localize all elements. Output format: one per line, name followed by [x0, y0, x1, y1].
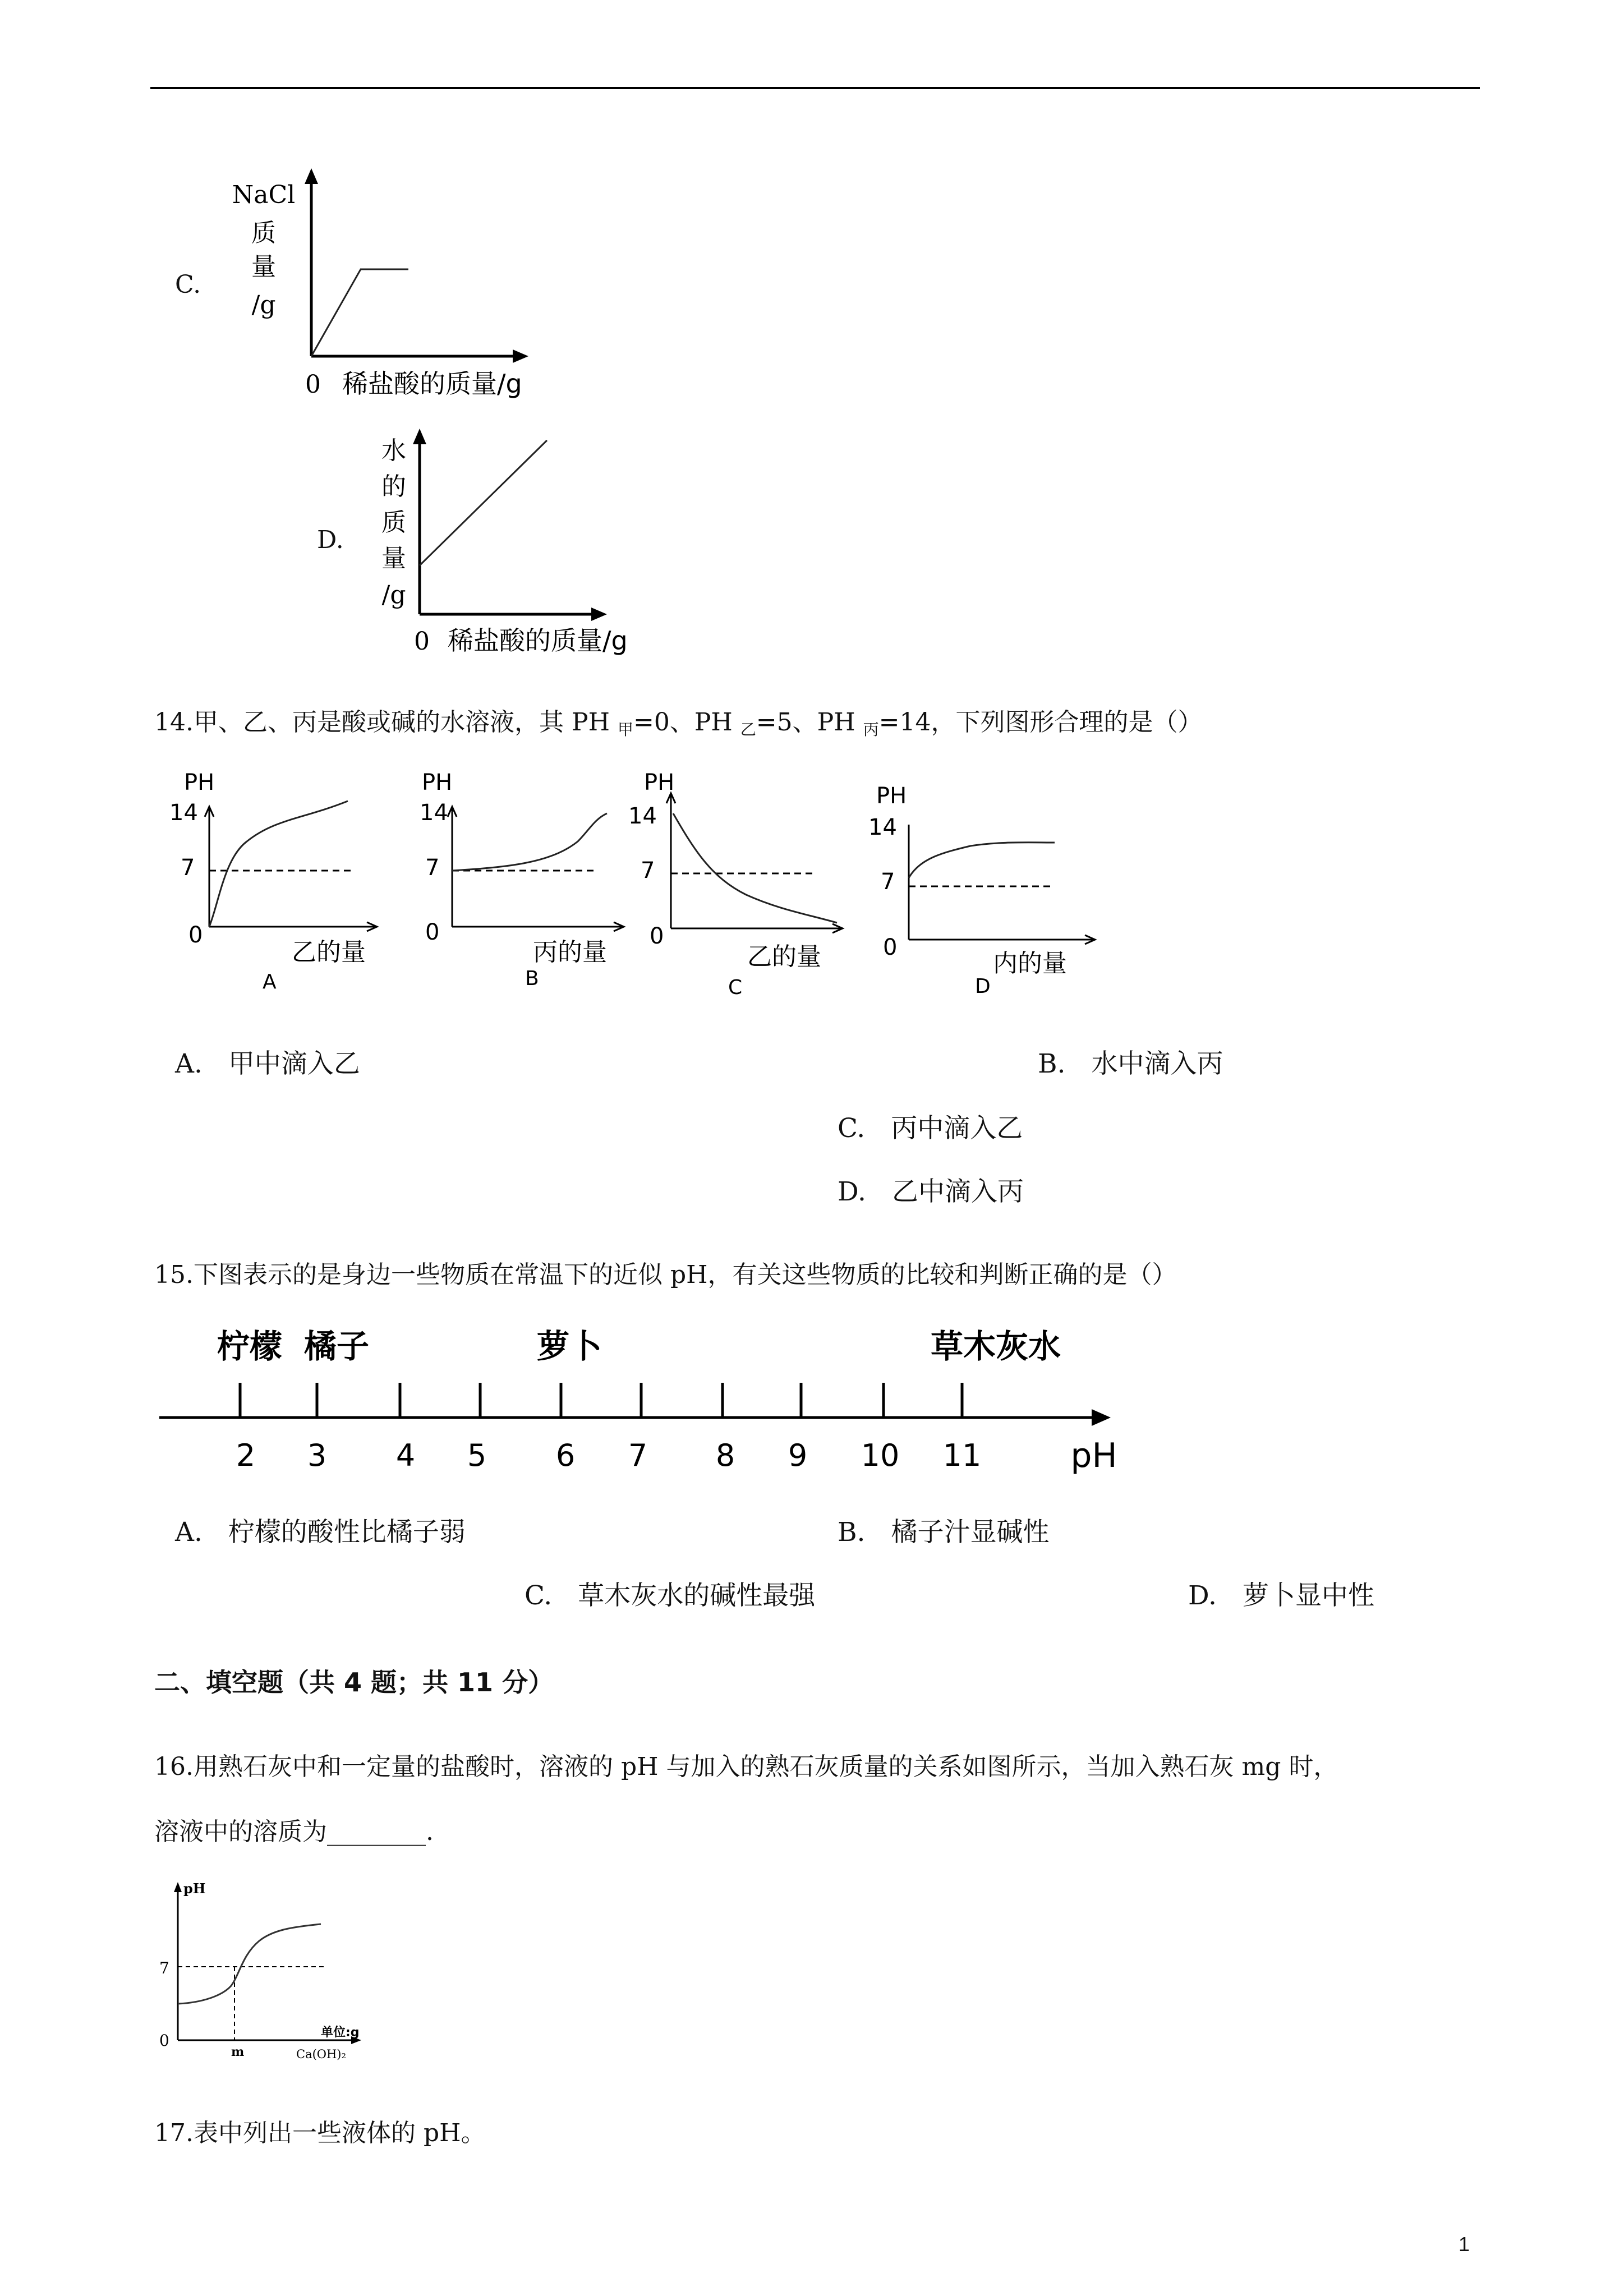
- graph-d-ylabel-4: 量: [381, 544, 406, 573]
- scale-tick-9: 9: [788, 1438, 808, 1473]
- fig-a-letter: A: [263, 970, 277, 993]
- q15-option-d-text: 萝卜显中性: [1242, 1580, 1374, 1611]
- q16-tick-7: 7: [159, 1959, 169, 1977]
- q15-option-b-letter: B.: [838, 1517, 866, 1548]
- scale-tick-7: 7: [628, 1438, 648, 1473]
- graph-c-ylabel-1: NaCl: [232, 181, 296, 209]
- graph-d-origin: 0: [414, 627, 430, 656]
- q13-graph-d: [359, 421, 673, 668]
- graph-c-ylabel-2: 质: [251, 219, 276, 247]
- q14-option-a-text: 甲中滴入乙: [228, 1048, 360, 1079]
- graph-c-ylabel-3: 量: [251, 252, 276, 281]
- fig-b-ph: PH: [422, 770, 453, 795]
- fig-a-7: 7: [181, 855, 195, 881]
- q14-figure-a: [157, 763, 404, 1010]
- q14-option-b-letter: B.: [1038, 1048, 1066, 1079]
- scale-label-orange: 橘子: [303, 1327, 370, 1365]
- fig-b-0: 0: [425, 919, 440, 945]
- fig-c-ph: PH: [644, 770, 675, 795]
- fig-d-letter: D: [975, 975, 991, 998]
- scale-tick-3: 3: [307, 1438, 327, 1473]
- q14-option-d-text: 乙中滴入丙: [891, 1176, 1024, 1207]
- fig-d-14: 14: [868, 815, 897, 840]
- q16-unit: 单位:g: [321, 2026, 360, 2040]
- fig-b-14: 14: [420, 800, 448, 826]
- scale-tick-11: 11: [942, 1438, 982, 1473]
- q16-xlabel: Ca(OH)₂: [296, 2047, 346, 2061]
- q16-tick-0: 0: [159, 2031, 169, 2050]
- option-d-letter: D.: [317, 526, 344, 554]
- scale-tick-10: 10: [861, 1438, 900, 1473]
- graph-c-origin: 0: [305, 370, 321, 399]
- header-rule: [150, 87, 1480, 89]
- fig-c-0: 0: [650, 923, 664, 949]
- q16-figure: [153, 1876, 422, 2078]
- fig-b-letter: B: [525, 967, 539, 990]
- q15-stem: 15.下图表示的是身边一些物质在常温下的近似 pH，有关这些物质的比较和判断正确的是（）: [154, 1260, 1177, 1289]
- fig-a-14: 14: [169, 800, 198, 826]
- q15-option-c[interactable]: [525, 1579, 815, 1613]
- q16-tick-m: m: [231, 2045, 245, 2059]
- q14-option-d[interactable]: [838, 1175, 1024, 1209]
- fig-c-xlabel: 乙的量: [747, 942, 821, 971]
- fig-d-ph: PH: [876, 783, 907, 809]
- scale-label-radish: 萝卜: [536, 1327, 602, 1365]
- scale-label-ash-water: 草木灰水: [930, 1327, 1061, 1365]
- option-c-letter: C.: [175, 270, 201, 299]
- q14-option-a[interactable]: [175, 1047, 360, 1081]
- q15-option-d-letter: D.: [1188, 1580, 1217, 1611]
- q14-option-c[interactable]: [838, 1112, 1023, 1145]
- graph-d-ylabel-3: 质: [381, 508, 406, 537]
- fig-d-0: 0: [883, 935, 898, 960]
- q15-ph-scale: [157, 1318, 1133, 1481]
- page-number: 1: [1459, 2233, 1470, 2256]
- fig-c-letter: C: [728, 976, 743, 999]
- fig-c-7: 7: [641, 858, 655, 884]
- scale-label-lemon: 柠檬: [217, 1327, 283, 1365]
- q15-option-a[interactable]: [175, 1516, 466, 1549]
- q14-figure-b: [410, 763, 651, 1010]
- scale-axis-label: pH: [1070, 1436, 1117, 1475]
- q15-option-c-letter: C.: [525, 1580, 553, 1611]
- graph-d-ylabel-1: 水: [381, 436, 406, 465]
- fig-a-ph: PH: [184, 770, 215, 795]
- graph-d-ylabel-5: /g: [381, 581, 406, 609]
- q14-option-b[interactable]: [1038, 1047, 1223, 1081]
- scale-tick-8: 8: [715, 1438, 735, 1473]
- q15-option-b[interactable]: [838, 1516, 1049, 1549]
- fig-a-xlabel: 乙的量: [292, 938, 366, 967]
- q16-line-1: 16.用熟石灰中和一定量的盐酸时，溶液的 pH 与加入的熟石灰质量的关系如图所示，当加入熟石灰 mg 时，: [154, 1752, 1338, 1781]
- q14-option-b-text: 水中滴入丙: [1091, 1048, 1223, 1079]
- q15-option-c-text: 草木灰水的碱性最强: [578, 1580, 816, 1611]
- q17-stem: 17.表中列出一些液体的 pH。: [154, 2119, 486, 2147]
- q13-graph-c: [224, 163, 572, 409]
- fig-d-7: 7: [881, 869, 895, 895]
- graph-c-ylabel-4: /g: [251, 291, 276, 319]
- q14-figure-d: [858, 774, 1116, 1010]
- q14-option-d-letter: D.: [838, 1176, 866, 1207]
- q14-option-a-letter: A.: [175, 1048, 203, 1079]
- graph-d-ylabel-2: 的: [381, 472, 406, 501]
- q16-line-2: 溶液中的溶质为________.: [154, 1818, 434, 1846]
- q15-option-a-text: 柠檬的酸性比橘子弱: [228, 1517, 466, 1548]
- graph-d-xlabel: 稀盐酸的质量/g: [448, 625, 628, 656]
- scale-tick-6: 6: [555, 1438, 576, 1473]
- fig-a-0: 0: [188, 922, 203, 948]
- q14-option-c-text: 丙中滴入乙: [891, 1113, 1023, 1144]
- scale-tick-4: 4: [395, 1438, 416, 1473]
- fig-c-14: 14: [628, 803, 657, 829]
- q14-figure-c: [617, 763, 864, 1010]
- graph-c-xlabel: 稀盐酸的质量/g: [342, 369, 522, 399]
- scale-tick-5: 5: [467, 1438, 487, 1473]
- q14-stem: 14.甲、乙、丙是酸或碱的水溶液，其 PH $_甲$=0、PH $_乙$=5、PH $_丙$=14，下列图形合理的是（）: [154, 708, 1203, 739]
- fig-b-xlabel: 丙的量: [533, 938, 607, 967]
- scale-tick-2: 2: [236, 1438, 256, 1473]
- q15-option-d[interactable]: [1188, 1579, 1374, 1613]
- q14-option-c-letter: C.: [838, 1113, 866, 1144]
- q16-ylabel: pH: [183, 1880, 206, 1897]
- q15-option-b-text: 橘子汁显碱性: [891, 1517, 1050, 1548]
- fig-d-xlabel: 内的量: [993, 949, 1067, 978]
- q15-option-a-letter: A.: [175, 1517, 203, 1548]
- section-2-title: 二、填空题（共 4 题；共 11 分）: [154, 1667, 554, 1697]
- fig-b-7: 7: [425, 855, 440, 881]
